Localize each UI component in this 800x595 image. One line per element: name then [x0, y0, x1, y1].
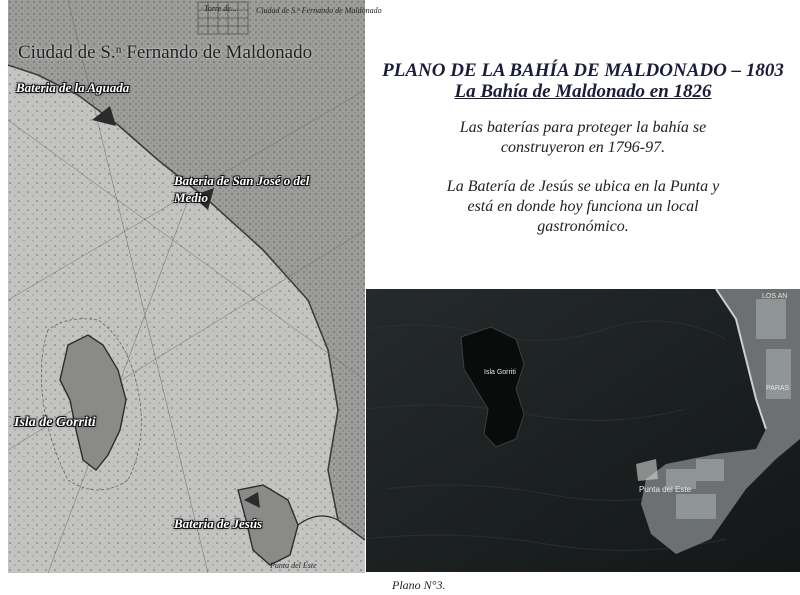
paragraph-line: Las baterías para proteger la bahía se	[459, 119, 707, 136]
label-paras: PARAS	[766, 385, 790, 392]
paragraph-line: está en donde hoy funciona un local	[467, 198, 699, 215]
tower-note: Torre de...	[204, 4, 237, 13]
label-punta-del-este: Punta del Este	[270, 561, 317, 570]
paragraph-line: La Batería de Jesús se ubica en la Punta y	[446, 178, 720, 195]
corner-note: Ciudad de S.ⁿ Fernando de Maldonado	[256, 6, 382, 15]
historical-map	[8, 0, 382, 573]
label-bateria-san-jose: Bateria de San José o del Medio	[174, 173, 310, 205]
page-title: PLANO DE LA BAHÍA DE MALDONADO – 1803	[382, 60, 784, 81]
text-block	[366, 60, 800, 237]
label-isla-gorriti: Isla de Gorriti	[14, 415, 96, 430]
label-isla-gorriti-sat: Isla Gorriti	[484, 369, 516, 376]
label-los-an: LOS AN	[762, 293, 788, 300]
label-bateria-aguada: Bateria de la Aguada	[16, 80, 130, 95]
satellite-image	[366, 289, 800, 572]
label-punta-del-este-sat: Punta del Este	[639, 485, 692, 494]
figure-caption: Plano N°3.	[392, 578, 446, 592]
paragraph-line: gastronómico.	[537, 218, 629, 235]
city-label: Ciudad de S.ⁿ Fernando de Maldonado	[18, 42, 313, 63]
paragraph-line: construyeron en 1796-97.	[500, 139, 666, 156]
label-bateria-jesus: Bateria de Jesús	[174, 516, 263, 531]
satellite-drawing	[366, 289, 800, 572]
page-subtitle: La Bahía de Maldonado en 1826	[454, 81, 712, 102]
